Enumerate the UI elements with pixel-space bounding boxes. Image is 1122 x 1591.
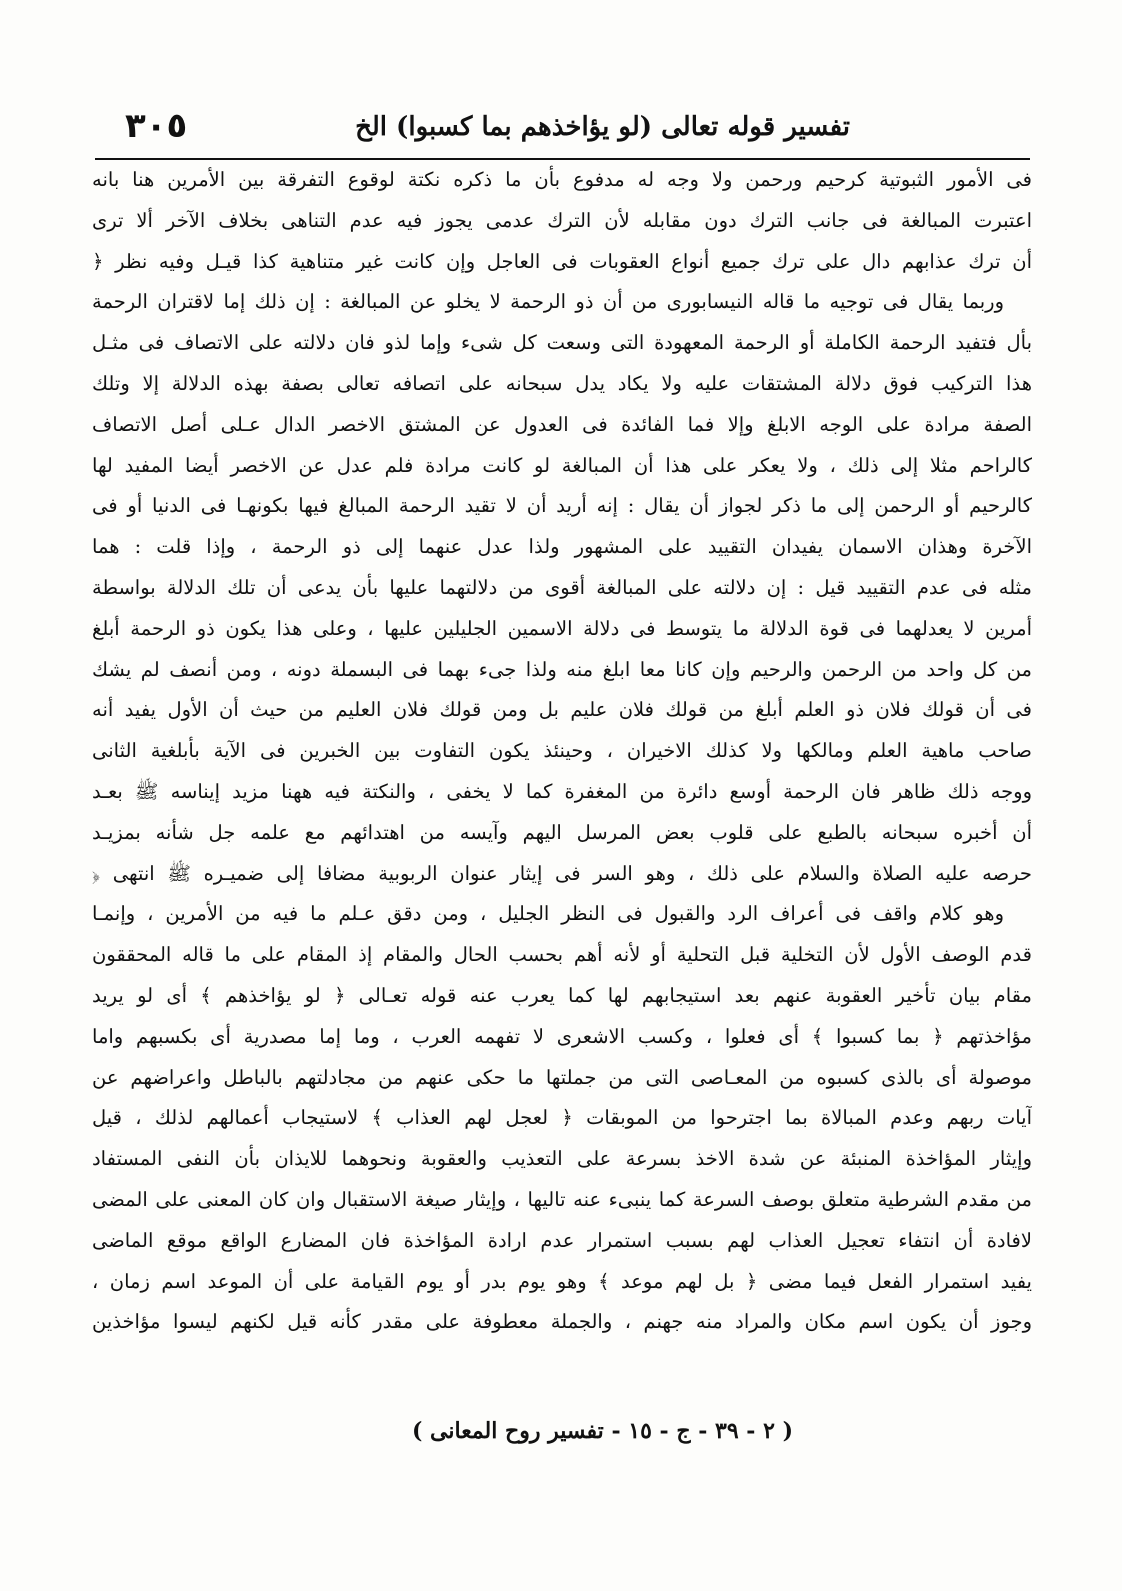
text-line: كالرحيم أو الرحمن إلى ما ذكر لجواز أن يقال : إنه أريد أن لا تقيد الرحمة المبالغ فيها بكونهـا فى الدنيا أو فى xyxy=(92,494,1032,518)
text-line: مقام بيان تأخير العقوبة عنهم بعد استيجابهم لها كما يعرب عنه قوله تعـالى ﴿ لو يؤاخذهم ﴾ أى لو يريد xyxy=(92,983,1032,1007)
printer-signature: ( ٢ - ٣٩ - ج - ١٥ - تفسير روح المعانى ) xyxy=(411,1418,793,1444)
text-line: كالراحم مثلا إلى ذلك ، ولا يعكر على هذا أن المبالغة لو كانت مرادة فلم عدل عن الاخصر أيضا المفيد لها xyxy=(92,453,1032,477)
page-number: ٣٠٥ xyxy=(125,106,188,146)
text-line: من مقدم الشرطية متعلق بوصف السرعة كما ينبىء عنه تاليها ، وإيثار صيغة الاستقبال وان كان المعنى على المضى xyxy=(92,1187,1032,1211)
text-line: حرصه عليه الصلاة والسلام على ذلك ، وهو السر فى إيثار عنوان الربوبية مضافا إلى ضميـره ﷺ انتهى ﴿ xyxy=(92,861,1032,885)
text-line: أن أخبره سبحانه بالطبع على قلوب بعض المرسل اليهم وآيسه من اهتدائهم مع علمه جل شأنه بمزيـد xyxy=(92,820,1032,844)
body-text xyxy=(92,160,1032,1343)
text-line: أن ترك عذابهم دال على ترك جميع أنواع العقوبات فى العاجل وإن كانت غير متناهية كذا قيـل وفيه نظر ﴿ xyxy=(92,249,1032,273)
text-line: ووجه ذلك ظاهر فان الرحمة أوسع دائرة من المغفرة كما لا يخفى ، والنكتة فيه ههنا مزيد إيناسه ﷺ بعـد xyxy=(92,779,1032,803)
text-line: وهو كلام واقف فى أعراف الرد والقبول فى النظر الجليل ، ومن دقق عـلم ما فيه من الأمرين ، وإنمـا xyxy=(92,902,1004,926)
text-line: وإيثار المؤاخذة المنبئة عن شدة الاخذ بسرعة على التعذيب والعقوبة ونحوهما للايذان بأن النفى المستفاد xyxy=(92,1147,1032,1171)
text-line: هذا التركيب فوق دلالة المشتقات عليه ولا يكاد يدل سبحانه على اتصافه تعالى بصفة بهذه الدلالة إلا وتلك xyxy=(92,371,1032,395)
text-line: قدم الوصف الأول لأن التخلية قبل التحلية أو لأنه أهم بحسب الحال والمقام إذ المقام على ما قاله المحققون xyxy=(92,943,1032,967)
text-line: اعتبرت المبالغة فى جانب الترك دون مقابله لأن الترك عدمى يجوز فيه عدم التناهى بخلاف الآخر ألا ترى xyxy=(92,208,1032,232)
text-line: فى أن قولك فلان ذو العلم أبلغ من قولك فلان عليم بل ومن قولك فلان العليم من حيث أن الأول يفيد أنه xyxy=(92,698,1032,722)
page-header xyxy=(95,104,1030,164)
text-line: وجوز أن يكون اسم مكان والمراد منه جهنم ، والجملة معطوفة على مقدر كأنه قيل لكنهم ليسوا مؤاخذين xyxy=(92,1310,1032,1334)
text-line: مثله فى عدم التقييد قيل : إن دلالته على المبالغة أقوى من دلالتهما عليها بأن يدعى أن تلك الدلالة بواسطة xyxy=(92,575,1032,599)
text-line: أمرين لا يعدلهما فى قوة الدلالة ما يتوسط فى دلالة الاسمين الجليلين عليها ، وعلى هذا يكون ذو الرحمة أبلغ xyxy=(92,616,1032,640)
running-title: تفسير قوله تعالى (لو يؤاخذهم بما كسبوا) الخ xyxy=(355,112,850,142)
text-line: وربما يقال فى توجيه ما قاله النيسابورى من أن ذو الرحمة لا يخلو عن المبالغة : إن ذلك إما لاقتران الرحمة xyxy=(92,290,1004,314)
text-line: الصفة مرادة على الوجه الابلغ وإلا فما الفائدة فى العدول عن المشتق الاخصر الدال عـلى أصل الاتصاف xyxy=(92,412,1032,436)
text-line: فى الأمور الثبوتية كرحيم ورحمن ولا وجه له مدفوع بأن ما ذكره نكتة لوقوع التفرقة بين الأمرين هنا بانه xyxy=(92,168,1032,191)
text-line: يفيد استمرار الفعل فيما مضى ﴿ بل لهم موعد ﴾ وهو يوم بدر أو يوم القيامة على أن الموعد اسم زمان ، xyxy=(92,1269,1032,1293)
text-line: لافادة أن انتفاء تعجيل العذاب لهم بسبب استمرار عدم ارادة المؤاخذة فان المضارع الواقع موقع الماضى xyxy=(92,1228,1032,1252)
text-line: موصولة أى بالذى كسبوه من المعـاصى التى من جملتها ما حكى عنهم من مجادلتهم بالباطل واعراضهم عن xyxy=(92,1065,1032,1089)
text-line: بأل فتفيد الرحمة الكاملة أو الرحمة المعهودة التى وسعت كل شىء وإما لذو فان دلالته على الاتصاف فى مثـل xyxy=(92,331,1032,355)
text-line: من كل واحد من الرحمن والرحيم وإن كانا معا ابلغ منه ولذا جىء بهما فى البسملة دونه ، ومن أنصف لم يشك xyxy=(92,657,1032,681)
text-line: آيات ربهم وعدم المبالاة بما اجترحوا من الموبقات ﴿ لعجل لهم العذاب ﴾ لاستيجاب أعمالهم لذلك ، قيل xyxy=(92,1106,1032,1130)
text-line: صاحب ماهية العلم ومالكها ولا كذلك الاخيران ، وحينئذ يكون التفاوت بين الخبرين فى الآية بأبلغية الثانى xyxy=(92,739,1032,763)
text-line: مؤاخذتهم ﴿ بما كسبوا ﴾ أى فعلوا ، وكسب الاشعرى لا تفهمه العرب ، وما إما مصدرية أى بكسبهم واما xyxy=(92,1024,1032,1048)
text-line: الآخرة وهذان الاسمان يفيدان التقييد على المشهور ولذا عدل عنهما إلى ذو الرحمة ، وإذا قلت : هما xyxy=(92,535,1032,559)
page-footer xyxy=(95,1418,1030,1462)
